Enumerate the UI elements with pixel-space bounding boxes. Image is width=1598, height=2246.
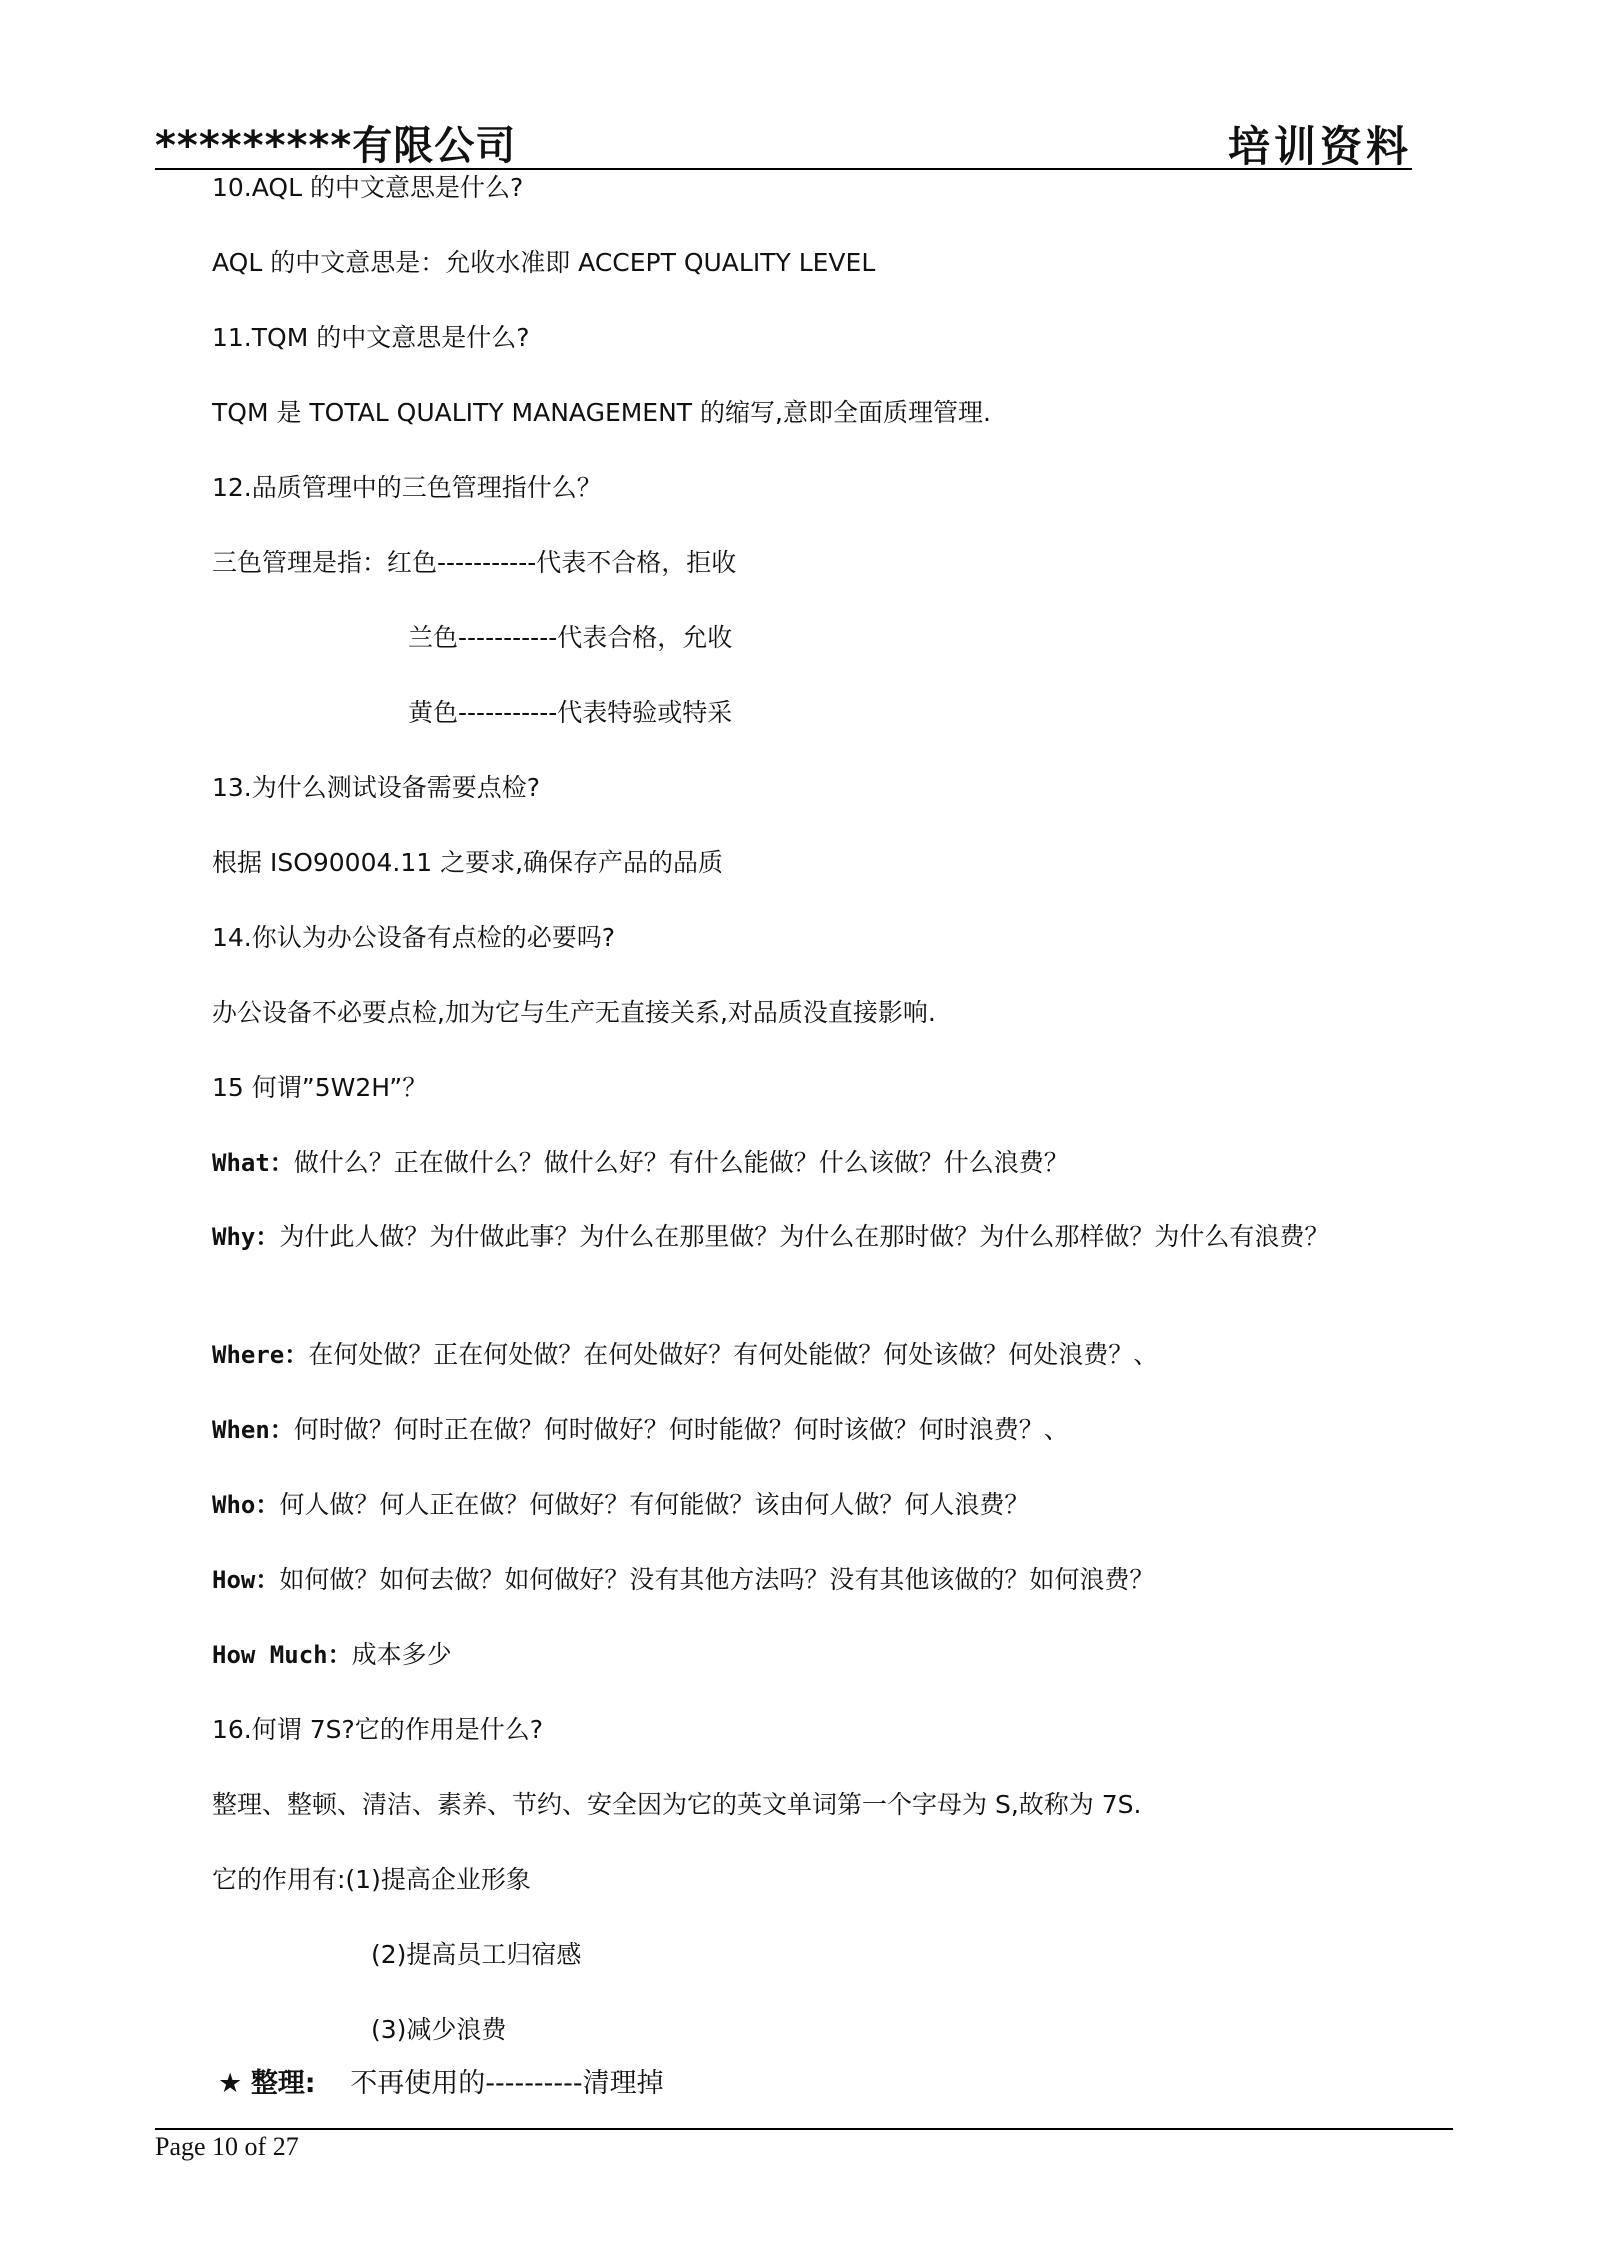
q15-when-text: 何时做？何时正在做？何时做好？何时能做？何时该做？何时浪费？、 [293,1415,1069,1444]
q15-why-label: Why： [212,1223,280,1251]
sort-item-label: 整理: [250,2068,316,2099]
footer-divider [155,2128,1453,2130]
company-name: *********有限公司 [155,123,517,169]
q14-answer: 办公设备不必要点检,加为它与生产无直接关系,对品质没直接影响. [212,998,936,1027]
sort-item-text: 不再使用的----------清理掉 [350,2068,664,2099]
q15-who-label: Who： [212,1491,280,1519]
document-type: 培训资料 [1227,122,1412,171]
q12-answer-yellow: 黄色-----------代表特验或特采 [408,698,733,727]
q13-answer: 根据 ISO90004.11 之要求,确保存产品的品质 [212,848,724,877]
q15-how-much-label: How Much： [212,1641,352,1669]
page-header [155,108,1412,170]
q10-answer: AQL 的中文意思是：允收水准即 ACCEPT QUALITY LEVEL [212,248,876,277]
q15-question: 15 何谓”5W2H”？ [212,1073,428,1102]
q15-how-text: 如何做？如何去做？如何做好？没有其他方法吗？没有其他该做的？如何浪费？ [279,1565,1155,1594]
q15-how-much-text: 成本多少 [351,1640,452,1669]
q12-answer-blue: 兰色-----------代表合格，允收 [408,623,733,652]
q16-effect-1: 它的作用有:(1)提高企业形象 [212,1865,531,1894]
q15-who-text: 何人做？何人正在做？何做好？有何能做？该由何人做？何人浪费？ [279,1490,1030,1519]
q16-answer: 整理、整顿、清洁、素养、节约、安全因为它的英文单词第一个字母为 S,故称为 7S. [212,1790,1142,1819]
q15-why [212,1216,1462,1258]
q15-why-text: 为什此人做？为什做此事？为什么在那里做？为什么在那时做？为什么那样做？为什么有浪费？ [279,1222,1330,1251]
q16-effect-3: (3)减少浪费 [371,2015,507,2044]
q15-who [212,1485,1029,1525]
q15-where-text: 在何处做？正在何处做？在何处做好？有何处能做？何处该做？何处浪费？、 [308,1340,1159,1369]
star-icon: ★ [218,2068,243,2099]
q12-question: 12.品质管理中的三色管理指什么？ [212,473,602,502]
q15-when [212,1410,1069,1450]
q15-what-text: 做什么？正在做什么？做什么好？有什么能做？什么该做？什么浪费？ [293,1148,1069,1177]
q15-what [212,1143,1069,1183]
q11-answer: TQM 是 TOTAL QUALITY MANAGEMENT 的缩写,意即全面质理管理. [212,398,991,427]
q14-question: 14.你认为办公设备有点检的必要吗? [212,923,616,952]
q11-question: 11.TQM 的中文意思是什么? [212,323,530,352]
q15-when-label: When： [212,1416,294,1444]
q15-how-much [212,1635,452,1675]
q15-how-label: How： [212,1566,280,1594]
page-number: Page 10 of 27 [155,2132,299,2161]
q15-what-label: What： [212,1149,294,1177]
q15-how [212,1560,1154,1600]
q15-where [212,1335,1158,1375]
sort-item [218,2064,664,2104]
q12-answer-red: 三色管理是指：红色-----------代表不合格，拒收 [212,548,737,577]
q10-question: 10.AQL 的中文意思是什么? [212,173,524,202]
q16-effect-2: (2)提高员工归宿感 [371,1940,582,1969]
q16-question: 16.何谓 7S?它的作用是什么? [212,1715,544,1744]
q15-where-label: Where： [212,1341,309,1369]
q13-question: 13.为什么测试设备需要点检? [212,773,541,802]
